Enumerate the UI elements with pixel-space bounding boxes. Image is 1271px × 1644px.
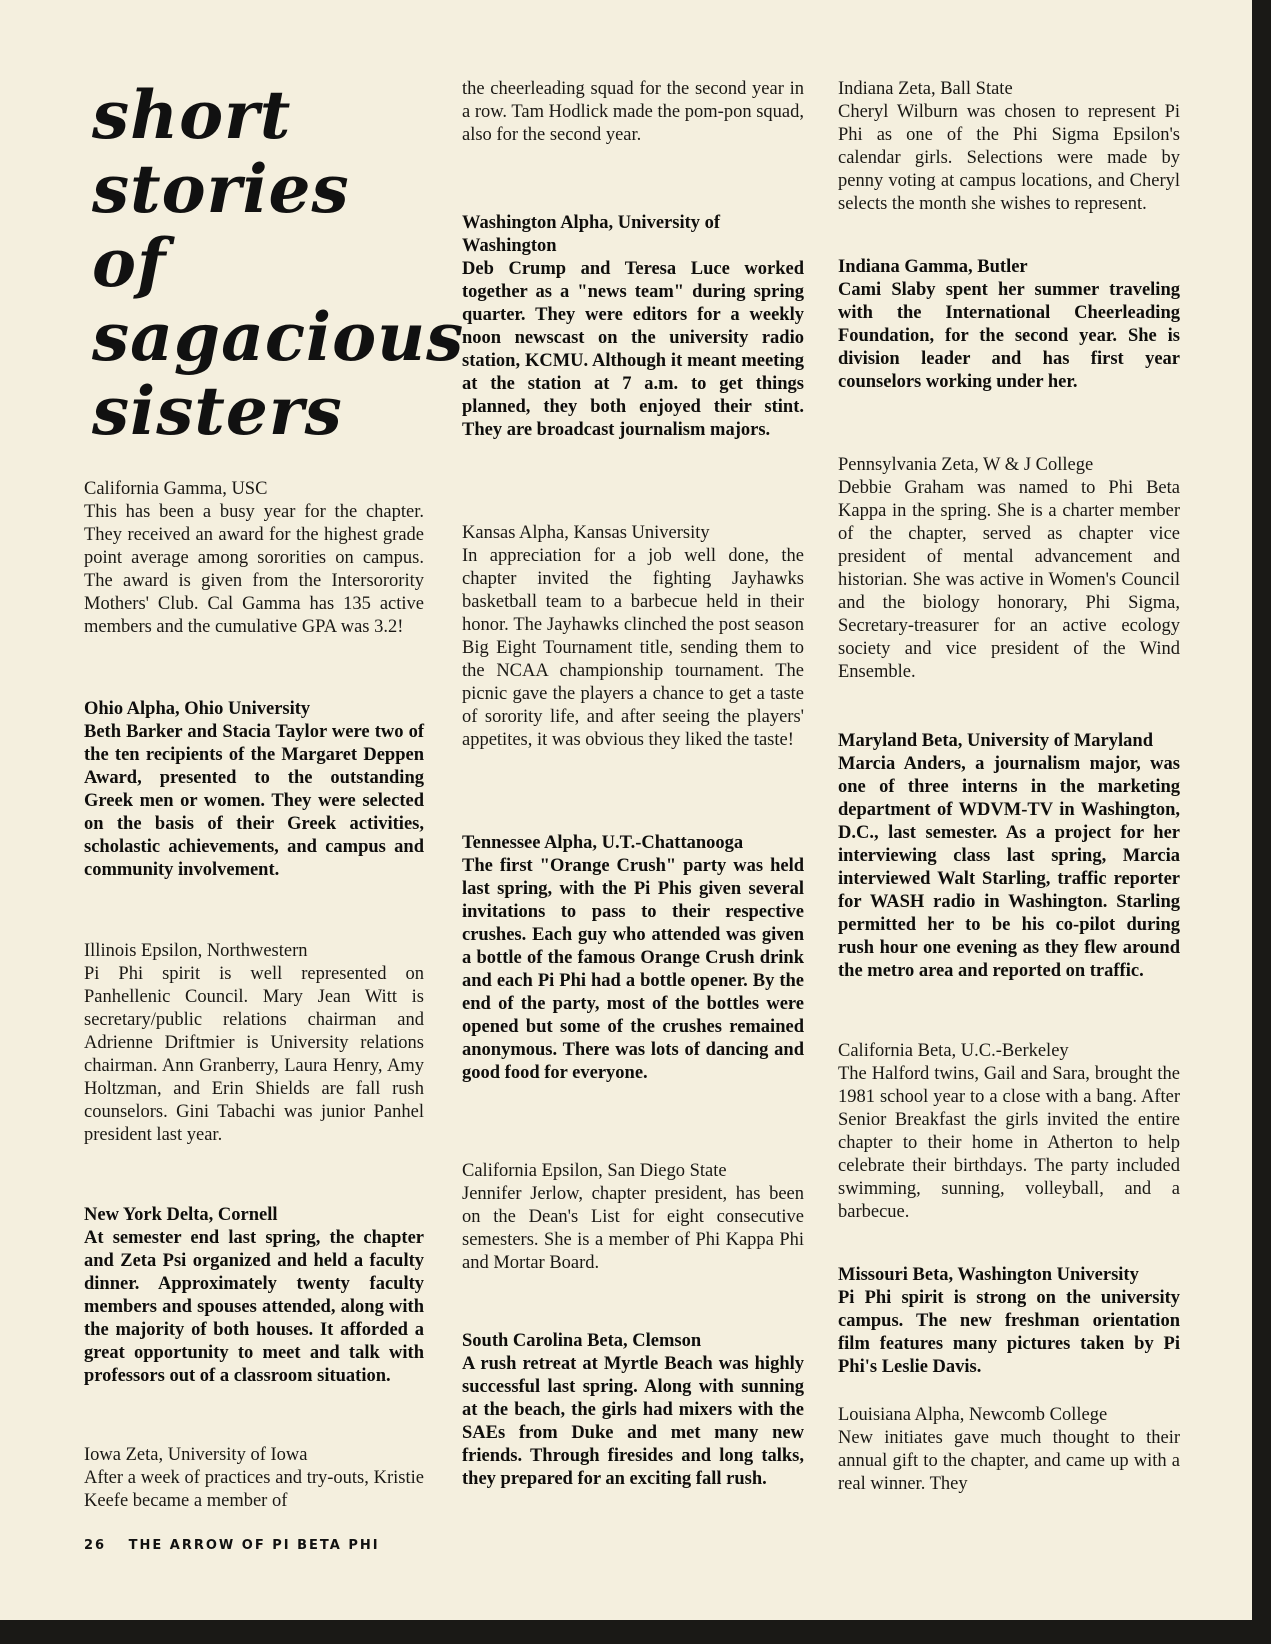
story — [462, 1160, 804, 1275]
page-number: 26 — [84, 1538, 107, 1553]
story-title: Illinois Epsilon, Northwestern — [84, 941, 308, 961]
heading-line: stories — [92, 150, 350, 228]
story-body: New initiates gave much thought to their annual gift to the chapter, and came up with a real winner. They — [838, 1428, 1180, 1494]
story — [838, 1264, 1180, 1379]
story — [84, 478, 424, 639]
story — [462, 832, 804, 1085]
story-title: Pennsylvania Zeta, W & J College — [838, 455, 1094, 475]
story — [462, 78, 804, 147]
story-title: New York Delta, Cornell — [84, 1205, 278, 1225]
story-title: Indiana Gamma, Butler — [838, 257, 1028, 277]
story-body: The first "Orange Crush" party was held last spring, with the Pi Phis given several invitations to pass to their respective crushes. Each guy who attended was given a bottle of the famous Orange Crush drink and each Pi Phi had a bottle opener. By the end of the party, most of the bottles were opened but some of the crushes remained anonymous. There was lots of dancing and good food for everyone. — [462, 856, 804, 1083]
story — [84, 698, 424, 882]
story — [84, 1204, 424, 1388]
story — [84, 940, 424, 1147]
heading-line: of — [92, 224, 167, 302]
story — [462, 522, 804, 752]
story-title: Iowa Zeta, University of Iowa — [84, 1445, 308, 1465]
story-title: South Carolina Beta, Clemson — [462, 1331, 702, 1351]
story-title: Indiana Zeta, Ball State — [838, 79, 1013, 99]
story-title: California Gamma, USC — [84, 479, 268, 499]
scan-bottom-edge — [0, 1620, 1271, 1644]
story-body: Debbie Graham was named to Phi Beta Kappa in the spring. She is a charter member of the chapter, served as chapter vice president of mental advancement and historian. She was active in Women's Council and the biology honorary, Phi Sigma, Secretary-treasurer for an active ecology society and vice president of the Wind Ensemble. — [838, 478, 1180, 682]
story-body: After a week of practices and try-outs, Kristie Keefe became a member of — [84, 1468, 424, 1511]
story-title: Louisiana Alpha, Newcomb College — [838, 1405, 1108, 1425]
story-body: At semester end last spring, the chapter and Zeta Psi organized and held a faculty dinner. Approximately twenty faculty members and spouses attended, along with the majority of both houses. It afforded a great opportunity to meet and talk with professors out of a classroom situation. — [84, 1228, 424, 1386]
story-body: The Halford twins, Gail and Sara, brought the 1981 school year to a close with a bang. After Senior Breakfast the girls invited the entire chapter to their home in Atherton to help celebrate their birthdays. The party included swimming, sunning, volleyball, and a barbecue. — [838, 1064, 1180, 1222]
story-body: Cami Slaby spent her summer traveling with the International Cheerleading Foundation, for the second year. She is division leader and has first year counselors working under her. — [838, 280, 1180, 392]
heading-line: sisters — [92, 372, 343, 450]
story-body: Pi Phi spirit is strong on the university campus. The new freshman orientation film features many pictures taken by Pi Phi's Leslie Davis. — [838, 1288, 1180, 1377]
story — [838, 1404, 1180, 1496]
story — [838, 256, 1180, 394]
story-body: This has been a busy year for the chapter. They received an award for the highest grade point average among sororities on campus. The award is given from the Intersorority Mothers' Club. Cal Gamma has 135 active members and the cumulative GPA was 3.2! — [84, 502, 424, 637]
story — [838, 730, 1180, 983]
story-body: Marcia Anders, a journalism major, was one of three interns in the marketing department of WDVM-TV in Washington, D.C., last semester. As a project for her interviewing class last spring, Marcia interviewed Walt Starling, traffic reporter for WASH radio in Washington. Starling permitted her to be his co-pilot during rush hour one evening as they flew around the metro area and reported on traffic. — [838, 754, 1180, 981]
story — [84, 1444, 424, 1513]
story — [838, 1040, 1180, 1224]
section-heading — [92, 76, 465, 450]
heading-line: sagacious — [92, 298, 465, 376]
story — [838, 78, 1180, 216]
story-body: Cheryl Wilburn was chosen to represent Pi Phi as one of the Phi Sigma Epsilon's calendar girls. Selections were made by penny voting at campus locations, and Cheryl selects the month she wishes to represent. — [838, 102, 1180, 214]
story-body: A rush retreat at Myrtle Beach was highly successful last spring. Along with sunning at the beach, the girls had mixers with the SAEs from Duke and met many new friends. Through firesides and long talks, they prepared for an exciting fall rush. — [462, 1354, 804, 1489]
heading-line: short — [92, 76, 292, 154]
story-body: In appreciation for a job well done, the chapter invited the fighting Jayhawks basketball team to a barbecue held in their honor. The Jayhawks clinched the post season Big Eight Tournament title, sending them to the NCAA championship tournament. The picnic gave the players a chance to get a taste of sorority life, and after seeing the players' appetites, it was obvious they liked the taste! — [462, 546, 804, 750]
story-title: Ohio Alpha, Ohio University — [84, 699, 311, 719]
story-title: Kansas Alpha, Kansas University — [462, 523, 710, 543]
page-footer — [84, 1538, 396, 1553]
story-body: Jennifer Jerlow, chapter president, has been on the Dean's List for eight consecutive semesters. She is a member of Phi Kappa Phi and Mortar Board. — [462, 1184, 804, 1273]
story-body: the cheerleading squad for the second year in a row. Tam Hodlick made the pom-pon squad, also for the second year. — [462, 79, 804, 145]
story-body: Pi Phi spirit is well represented on Panhellenic Council. Mary Jean Witt is secretary/public relations chairman and Adrienne Driftmier is University relations chairman. Ann Granberry, Laura Henry, Amy Holtzman, and Erin Shields are fall rush counselors. Gini Tabachi was junior Panhel president last year. — [84, 964, 424, 1145]
story-title: Tennessee Alpha, U.T.-Chattanooga — [462, 833, 744, 853]
story — [462, 1330, 804, 1491]
story-body: Deb Crump and Teresa Luce worked together as a "news team" during spring quarter. They were editors for a weekly noon newscast on the university radio station, KCMU. Although it meant meeting at the station at 7 a.m. to get things planned, they both enjoyed their stint. They are broadcast journalism majors. — [462, 259, 804, 440]
story-title: Washington Alpha, University of Washington — [462, 213, 721, 256]
publication-name: THE ARROW OF PI BETA PHI — [128, 1538, 380, 1553]
scan-right-edge — [1252, 0, 1271, 1644]
story-body: Beth Barker and Stacia Taylor were two of the ten recipients of the Margaret Deppen Award, presented to the outstanding Greek men or women. They were selected on the basis of their Greek activities, scholastic achievements, and campus and community involvement. — [84, 722, 424, 880]
story-title: California Beta, U.C.-Berkeley — [838, 1041, 1069, 1061]
story — [462, 212, 804, 442]
story-title: Missouri Beta, Washington University — [838, 1265, 1139, 1285]
story — [838, 454, 1180, 684]
story-title: California Epsilon, San Diego State — [462, 1161, 727, 1181]
story-title: Maryland Beta, University of Maryland — [838, 731, 1153, 751]
